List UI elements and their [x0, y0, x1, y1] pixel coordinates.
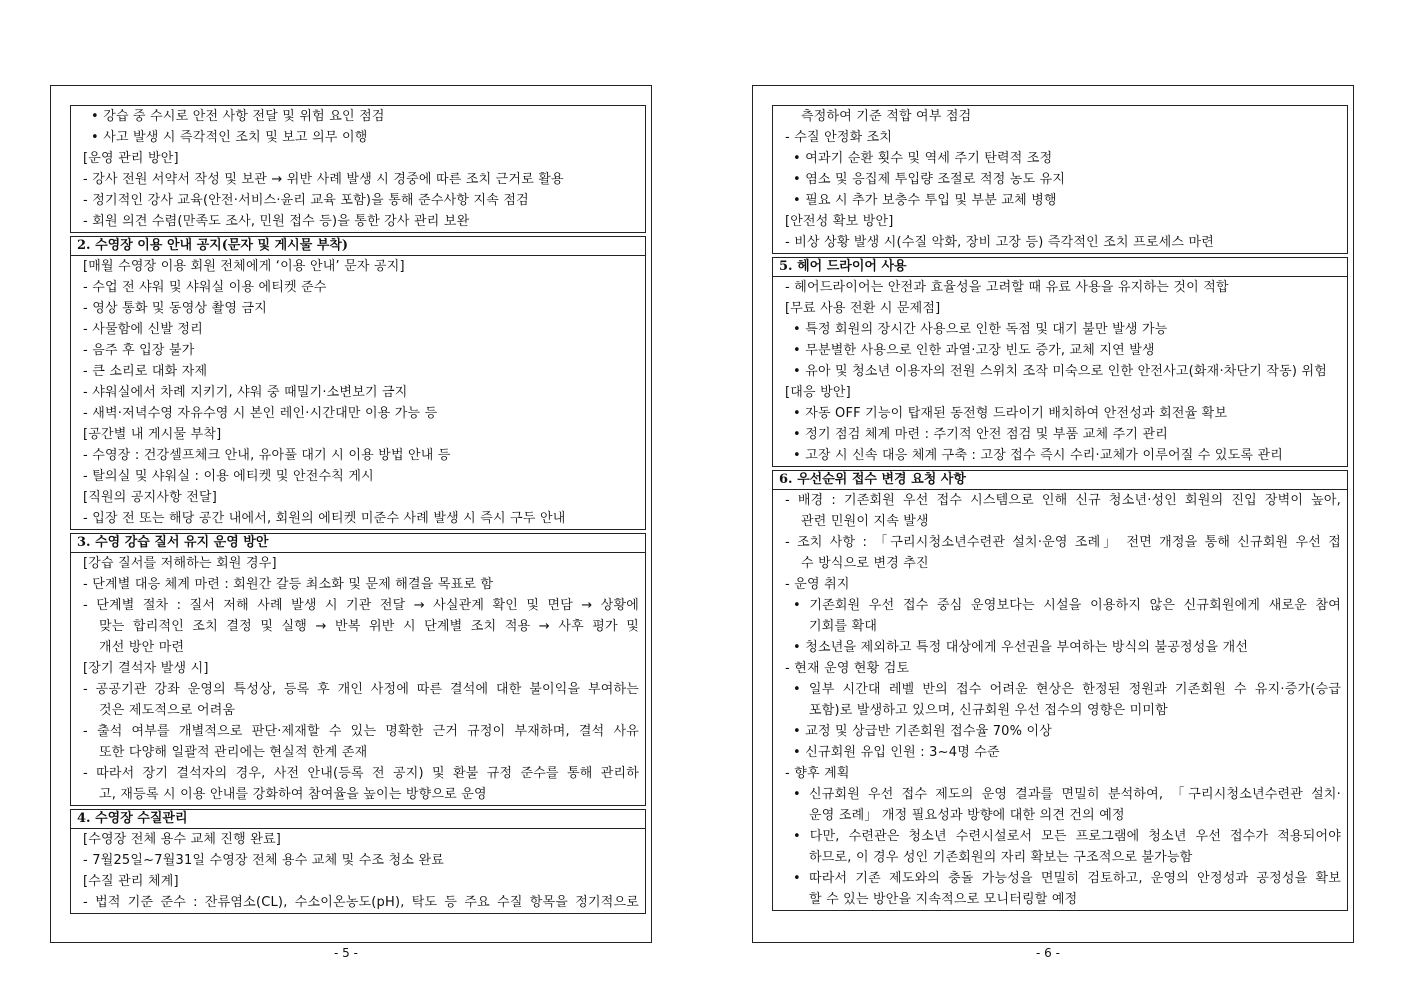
page-5 — [50, 85, 652, 943]
section-continuation — [772, 105, 1348, 254]
text-line: • 교정 및 상급반 기존회원 접수율 70% 이상 — [793, 724, 1053, 739]
text-line: - 단계별 절차 : 질서 저해 사례 발생 시 기관 전달 → 사실관계 확인 및 면담 → 상황에 — [83, 598, 639, 613]
text-line: - 수업 전 샤워 및 샤워실 이용 에티켓 준수 — [83, 280, 327, 295]
page-6-content — [772, 105, 1348, 911]
text-line: • 따라서 기존 제도와의 충돌 가능성을 면밀히 검토하고, 운영의 안정성과 공정성을 확보 — [793, 871, 1341, 886]
text-line: 측정하여 기준 적합 여부 점검 — [801, 109, 972, 124]
text-line: [공간별 내 게시물 부착] — [83, 427, 222, 442]
text-line: - 따라서 장기 결석자의 경우, 사전 안내(등록 전 공지) 및 환불 규정 준수를 통해 관리하 — [83, 766, 639, 781]
text-line: - 배경 : 기존회원 우선 접수 시스템으로 인해 신규 청소년·성인 회원의 진입 장벽이 높아, — [785, 493, 1341, 508]
page-number-6: - 6 - — [1036, 946, 1060, 960]
text-line: • 사고 발생 시 즉각적인 조치 및 보고 의무 이행 — [91, 130, 368, 145]
section-box — [70, 809, 646, 914]
text-line: - 탈의실 및 샤워실 : 이용 에티켓 및 안전수칙 게시 — [83, 469, 374, 484]
text-line: - 법적 기준 준수 : 잔류염소(CL), 수소이온농도(pH), 탁도 등 주요 수질 항목을 정기적으로 — [83, 895, 639, 910]
text-line: [안전성 확보 방안] — [785, 214, 894, 229]
text-line: • 일부 시간대 레벨 반의 접수 어려운 현상은 한정된 정원과 기존회원 수 유지·증가(승급 — [793, 682, 1341, 697]
text-line: • 신규회원 유입 인원 : 3~4명 수준 — [793, 745, 1000, 760]
text-line: 하므로, 이 경우 성인 기존회원의 자리 확보는 구조적으로 불가능함 — [809, 850, 1193, 865]
text-line: - 새벽·저녁수영 자유수영 시 본인 레인·시간대만 이용 가능 등 — [83, 406, 438, 421]
text-line: - 향후 계획 — [785, 766, 850, 781]
text-line: [무료 사용 전환 시 문제점] — [785, 301, 941, 316]
text-line: [수영장 전체 용수 교체 진행 완료] — [83, 832, 282, 847]
text-line: - 사물함에 신발 정리 — [83, 322, 203, 337]
text-line: 포함)로 발생하고 있으며, 신규회원 우선 접수의 영향은 미미함 — [809, 703, 1168, 718]
text-line: • 고장 시 신속 대응 체계 구축 : 고장 접수 즉시 수리·교체가 이루어질 수 있도록 관리 — [793, 448, 1284, 463]
text-line: - 단계별 대응 체계 마련 : 회원간 갈등 최소화 및 문제 해결을 목표로 함 — [83, 577, 494, 592]
text-line: • 여과기 순환 횟수 및 역세 주기 탄력적 조정 — [793, 151, 1053, 166]
text-line: [수질 관리 체계] — [83, 874, 179, 889]
text-line: - 정기적인 강사 교육(안전·서비스·윤리 교육 포함)을 통해 준수사항 지속 점검 — [83, 193, 529, 208]
text-line: [강습 질서를 저해하는 회원 경우] — [83, 556, 277, 571]
text-line: [운영 관리 방안] — [83, 151, 179, 166]
text-line: - 현재 운영 현황 검토 — [785, 661, 910, 676]
text-line: [장기 결석자 발생 시] — [83, 661, 209, 676]
text-line: - 강사 전원 서약서 작성 및 보관 → 위반 사례 발생 시 경중에 따른 조치 근거로 활용 — [83, 172, 564, 187]
text-line: [직원의 공지사항 전달] — [83, 490, 218, 505]
text-line: 기회를 확대 — [809, 619, 878, 634]
text-line: 관련 민원이 지속 발생 — [801, 514, 929, 529]
section-box — [70, 236, 646, 530]
text-line: • 무분별한 사용으로 인한 과열·고장 빈도 증가, 교체 지연 발생 — [793, 343, 1155, 358]
text-line: - 샤워실에서 차례 지키기, 샤워 중 때밀기·소변보기 금지 — [83, 385, 408, 400]
text-line: • 염소 및 응집제 투입량 조절로 적정 농도 유지 — [793, 172, 1066, 187]
text-line: - 공공기관 강좌 운영의 특성상, 등록 후 개인 사정에 따른 결석에 대한 불이익을 부여하는 — [83, 682, 639, 697]
text-line: - 수영장 : 건강셀프체크 안내, 유아풀 대기 시 이용 방법 안내 등 — [83, 448, 451, 463]
page-6 — [752, 85, 1354, 943]
text-line: 수 방식으로 변경 추진 — [801, 556, 929, 571]
text-line: • 필요 시 추가 보충수 투입 및 부분 교체 병행 — [793, 193, 1057, 208]
text-line: - 조치 사항 : 「구리시청소년수련관 설치·운영 조례」 전면 개정을 통해 신규회원 우선 접 — [785, 535, 1341, 550]
section-box — [772, 257, 1348, 467]
page-number-5: - 5 - — [334, 946, 358, 960]
section-continuation — [70, 105, 646, 233]
text-line: 또한 다양해 일괄적 관리에는 현실적 한계 존재 — [99, 745, 368, 760]
section-title: 5. 헤어 드라이어 사용 — [773, 258, 1347, 277]
text-line: • 특정 회원의 장시간 사용으로 인한 독점 및 대기 불만 발생 가능 — [793, 322, 1168, 337]
text-line: 할 수 있는 방안을 지속적으로 모니터링할 예정 — [809, 892, 1078, 907]
text-line: - 헤어드라이어는 안전과 효율성을 고려할 때 유료 사용을 유지하는 것이 적합 — [785, 280, 1229, 295]
text-line: • 청소년을 제외하고 특정 대상에게 우선권을 부여하는 방식의 불공정성을 개선 — [793, 640, 1249, 655]
text-line: • 강습 중 수시로 안전 사항 전달 및 위험 요인 점검 — [91, 109, 385, 124]
text-line: - 큰 소리로 대화 자제 — [83, 364, 208, 379]
section-box — [70, 533, 646, 806]
section-title: 2. 수영장 이용 안내 공지(문자 및 게시물 부착) — [71, 237, 645, 256]
text-line: • 다만, 수련관은 청소년 수련시설로서 모든 프로그램에 청소년 우선 접수가 적용되어야 — [793, 829, 1341, 844]
text-line: [대응 방안] — [785, 385, 851, 400]
text-line: 개선 방안 마련 — [99, 640, 185, 655]
text-line: - 입장 전 또는 해당 공간 내에서, 회원의 에티켓 미준수 사례 발생 시 즉시 구두 안내 — [83, 511, 566, 526]
text-line: 것은 제도적으로 어려움 — [99, 703, 236, 718]
section-title: 6. 우선순위 접수 변경 요청 사항 — [773, 471, 1347, 490]
section-box — [772, 470, 1348, 911]
text-line: 맞는 합리적인 조치 결정 및 실행 → 반복 위반 시 단계별 조치 적용 → 사후 평가 및 — [99, 619, 639, 634]
text-line: 운영 조례」 개정 필요성과 방향에 대한 의견 건의 예정 — [809, 808, 1125, 823]
section-title: 4. 수영장 수질관리 — [71, 810, 645, 829]
text-line: • 신규회원 우선 접수 제도의 운영 결과를 면밀히 분석하여, 「구리시청소년수련관 설치· — [793, 787, 1341, 802]
text-line: - 운영 취지 — [785, 577, 850, 592]
text-line: - 수질 안정화 조치 — [785, 130, 893, 145]
text-line: • 유아 및 청소년 이용자의 전원 스위치 조작 미숙으로 인한 안전사고(화재·차단기 작동) 위험 — [793, 364, 1328, 379]
text-line: - 회원 의견 수렴(만족도 조사, 민원 접수 등)을 통한 강사 관리 보완 — [83, 214, 470, 229]
text-line: - 비상 상황 발생 시(수질 악화, 장비 고장 등) 즉각적인 조치 프로세스 마련 — [785, 235, 1214, 250]
section-title: 3. 수영 강습 질서 유지 운영 방안 — [71, 534, 645, 553]
text-line: - 음주 후 입장 불가 — [83, 343, 195, 358]
text-line: • 정기 점검 체계 마련 : 주기적 안전 점검 및 부품 교체 주기 관리 — [793, 427, 1168, 442]
text-line: [매월 수영장 이용 회원 전체에게 ‘이용 안내’ 문자 공지] — [83, 259, 405, 274]
text-line: - 7월25일~7월31일 수영장 전체 용수 교체 및 수조 청소 완료 — [83, 853, 444, 868]
text-line: - 영상 통화 및 동영상 촬영 금지 — [83, 301, 267, 316]
text-line: 고, 재등록 시 이용 안내를 강화하여 참여율을 높이는 방향으로 운영 — [99, 787, 487, 802]
text-line: • 자동 OFF 기능이 탑재된 동전형 드라이기 배치하여 안전성과 회전율 확보 — [793, 406, 1228, 421]
text-line: • 기존회원 우선 접수 중심 운영보다는 시설을 이용하지 않은 신규회원에게 새로운 참여 — [793, 598, 1341, 613]
page-5-content — [70, 105, 646, 914]
text-line: - 출석 여부를 개별적으로 판단·제재할 수 있는 명확한 근거 규정이 부재하며, 결석 사유 — [83, 724, 639, 739]
